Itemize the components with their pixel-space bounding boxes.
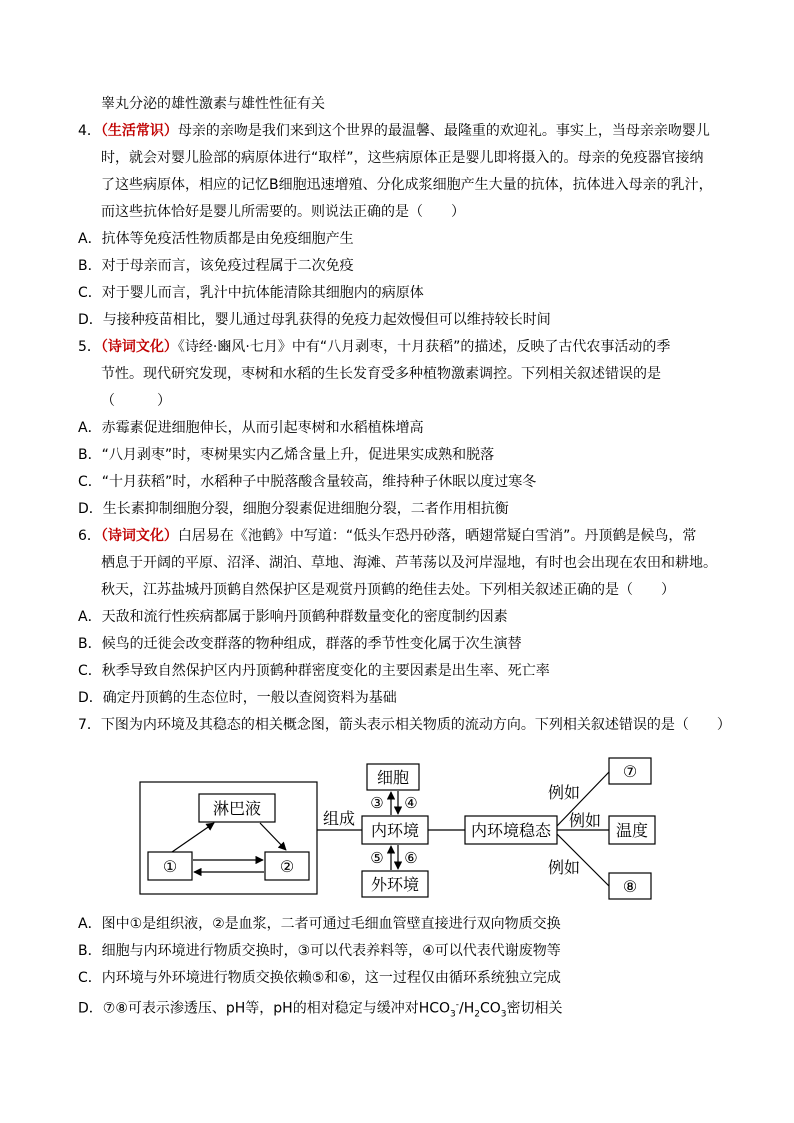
question-6-option-c: C．秋季导致自然保护区内丹顶鹤种群密度变化的主要因素是出生率、死亡率 — [78, 663, 550, 679]
question-7-stem: 7．下图为内环境及其稳态的相关概念图，箭头表示相关物质的流动方向。下列相关叙述错误的是（ ） — [78, 717, 731, 733]
label-1: ① — [162, 857, 178, 876]
question-7-option-b: B．细胞与内环境进行物质交换时，③可以代表养料等，④可以代表代谢废物等 — [78, 943, 561, 959]
question-6-option-a: A．天敌和流行性疾病都属于影响丹顶鹤种群数量变化的密度制约因素 — [78, 609, 508, 625]
question-5-stem-line-1: 5．（诗词文化）《诗经·豳风·七月》中有“八月剥枣，十月获稻”的描述，反映了古代农事活动的季 — [78, 339, 671, 355]
question-4-option-b: B．对于母亲而言，该免疫过程属于二次免疫 — [78, 258, 354, 274]
category-tag: （诗词文化） — [100, 528, 178, 544]
question-6-stem-line-3: 秋天，江苏盐城丹顶鹤自然保护区是观赏丹顶鹤的绝佳去处。下列相关叙述正确的是（ ） — [101, 582, 675, 598]
label-7: ⑦ — [622, 762, 638, 781]
question-6-option-d: D．确定丹顶鹤的生态位时，一般以查阅资料为基础 — [78, 690, 397, 706]
category-tag: （生活常识） — [100, 123, 178, 139]
question-4-stem-line-4: 而这些抗体恰好是婴儿所需要的。则说法正确的是（ ） — [101, 204, 465, 220]
question-5-option-c: C．“十月获稻”时，水稻种子中脱落酸含量较高，维持种子休眠以度过寒冬 — [78, 474, 537, 490]
arrow-lymph-to-2 — [260, 823, 286, 850]
cell-label: 细胞 — [376, 768, 410, 787]
question-4-stem-line-1: 4．（生活常识）母亲的亲吻是我们来到这个世界的最温馨、最隆重的欢迎礼。事实上，当母亲亲吻婴儿 — [78, 123, 710, 139]
compose-label: 组成 — [322, 809, 356, 828]
label-2: ② — [279, 857, 295, 876]
label-3: ③ — [370, 794, 384, 812]
category-tag: （诗词文化） — [100, 339, 178, 355]
example-label-middle: 例如 — [568, 811, 602, 830]
question-number: 4． — [78, 123, 101, 139]
question-4-option-a: A．抗体等免疫活性物质都是由免疫细胞产生 — [78, 231, 354, 247]
internal-environment-label: 内环境 — [370, 821, 420, 840]
question-7-option-c: C．内环境与外环境进行物质交换依赖⑤和⑥，这一过程仅由循环系统独立完成 — [78, 970, 561, 986]
label-4: ④ — [404, 794, 418, 812]
question-4-stem-line-3: 了这些病原体，相应的记忆B细胞迅速增殖、分化成浆细胞产生大量的抗体，抗体进入母亲的乳汁， — [101, 177, 713, 193]
question-number: 6． — [78, 528, 101, 544]
homeostasis-label: 内环境稳态 — [470, 821, 552, 840]
question-4-stem-line-2: 时，就会对婴儿脸部的病原体进行“取样”，这些病原体正是婴儿即将摄入的。母亲的免疫器官接纳 — [101, 150, 704, 166]
arrow-1-to-lymph — [172, 823, 214, 852]
example-label-bottom: 例如 — [547, 858, 581, 877]
question-7-option-a: A．图中①是组织液，②是血浆，二者可通过毛细血管壁直接进行双向物质交换 — [78, 916, 561, 932]
lymph-label: 淋巴液 — [212, 799, 262, 818]
question-5-option-b: B．“八月剥枣”时，枣树果实内乙烯含量上升，促进果实成熟和脱落 — [78, 447, 495, 463]
question-number: 5． — [78, 339, 101, 355]
temperature-label: 温度 — [615, 821, 649, 840]
label-6: ⑥ — [404, 849, 418, 867]
question-4-option-d: D．与接种疫苗相比，婴儿通过母乳获得的免疫力起效慢但可以维持较长时间 — [78, 312, 551, 328]
question-7-option-d: D．⑦⑧可表示渗透压、pH等，pH的相对稳定与缓冲对$HCO_3^-/H_2CO_3$密切相关 — [78, 1000, 563, 1020]
question-6-option-b: B．候鸟的迁徙会改变群落的物种组成，群落的季节性变化属于次生演替 — [78, 636, 522, 652]
example-label-top: 例如 — [547, 783, 581, 802]
question-6-stem-line-2: 栖息于开阔的平原、沼泽、湖泊、草地、海滩、芦苇荡以及河岸湿地，有时也会出现在农田和耕地。 — [101, 555, 717, 571]
question-5-stem-line-2: 节性。现代研究发现，枣树和水稻的生长发育受多种植物激素调控。下列相关叙述错误的是 — [101, 366, 661, 382]
label-8: ⑧ — [622, 877, 638, 896]
question-5-stem-line-3: （ ） — [101, 393, 171, 409]
question-6-stem-line-1: 6．（诗词文化）白居易在《池鹤》中写道：“低头乍恐丹砂落，晒翅常疑白雪消”。丹顶鹤是候鸟，常 — [78, 528, 697, 544]
question-5-option-d: D．生长素抑制细胞分裂，细胞分裂素促进细胞分裂，二者作用相抗衡 — [78, 501, 509, 517]
question-4-option-c: C．对于婴儿而言，乳汁中抗体能清除其细胞内的病原体 — [78, 285, 424, 301]
carryover-line: 睾丸分泌的雄性激素与雄性性征有关 — [101, 96, 325, 112]
question-5-option-a: A．赤霉素促进细胞伸长，从而引起枣树和水稻植株增高 — [78, 420, 424, 436]
label-5: ⑤ — [370, 849, 384, 867]
external-environment-label: 外环境 — [370, 875, 420, 894]
